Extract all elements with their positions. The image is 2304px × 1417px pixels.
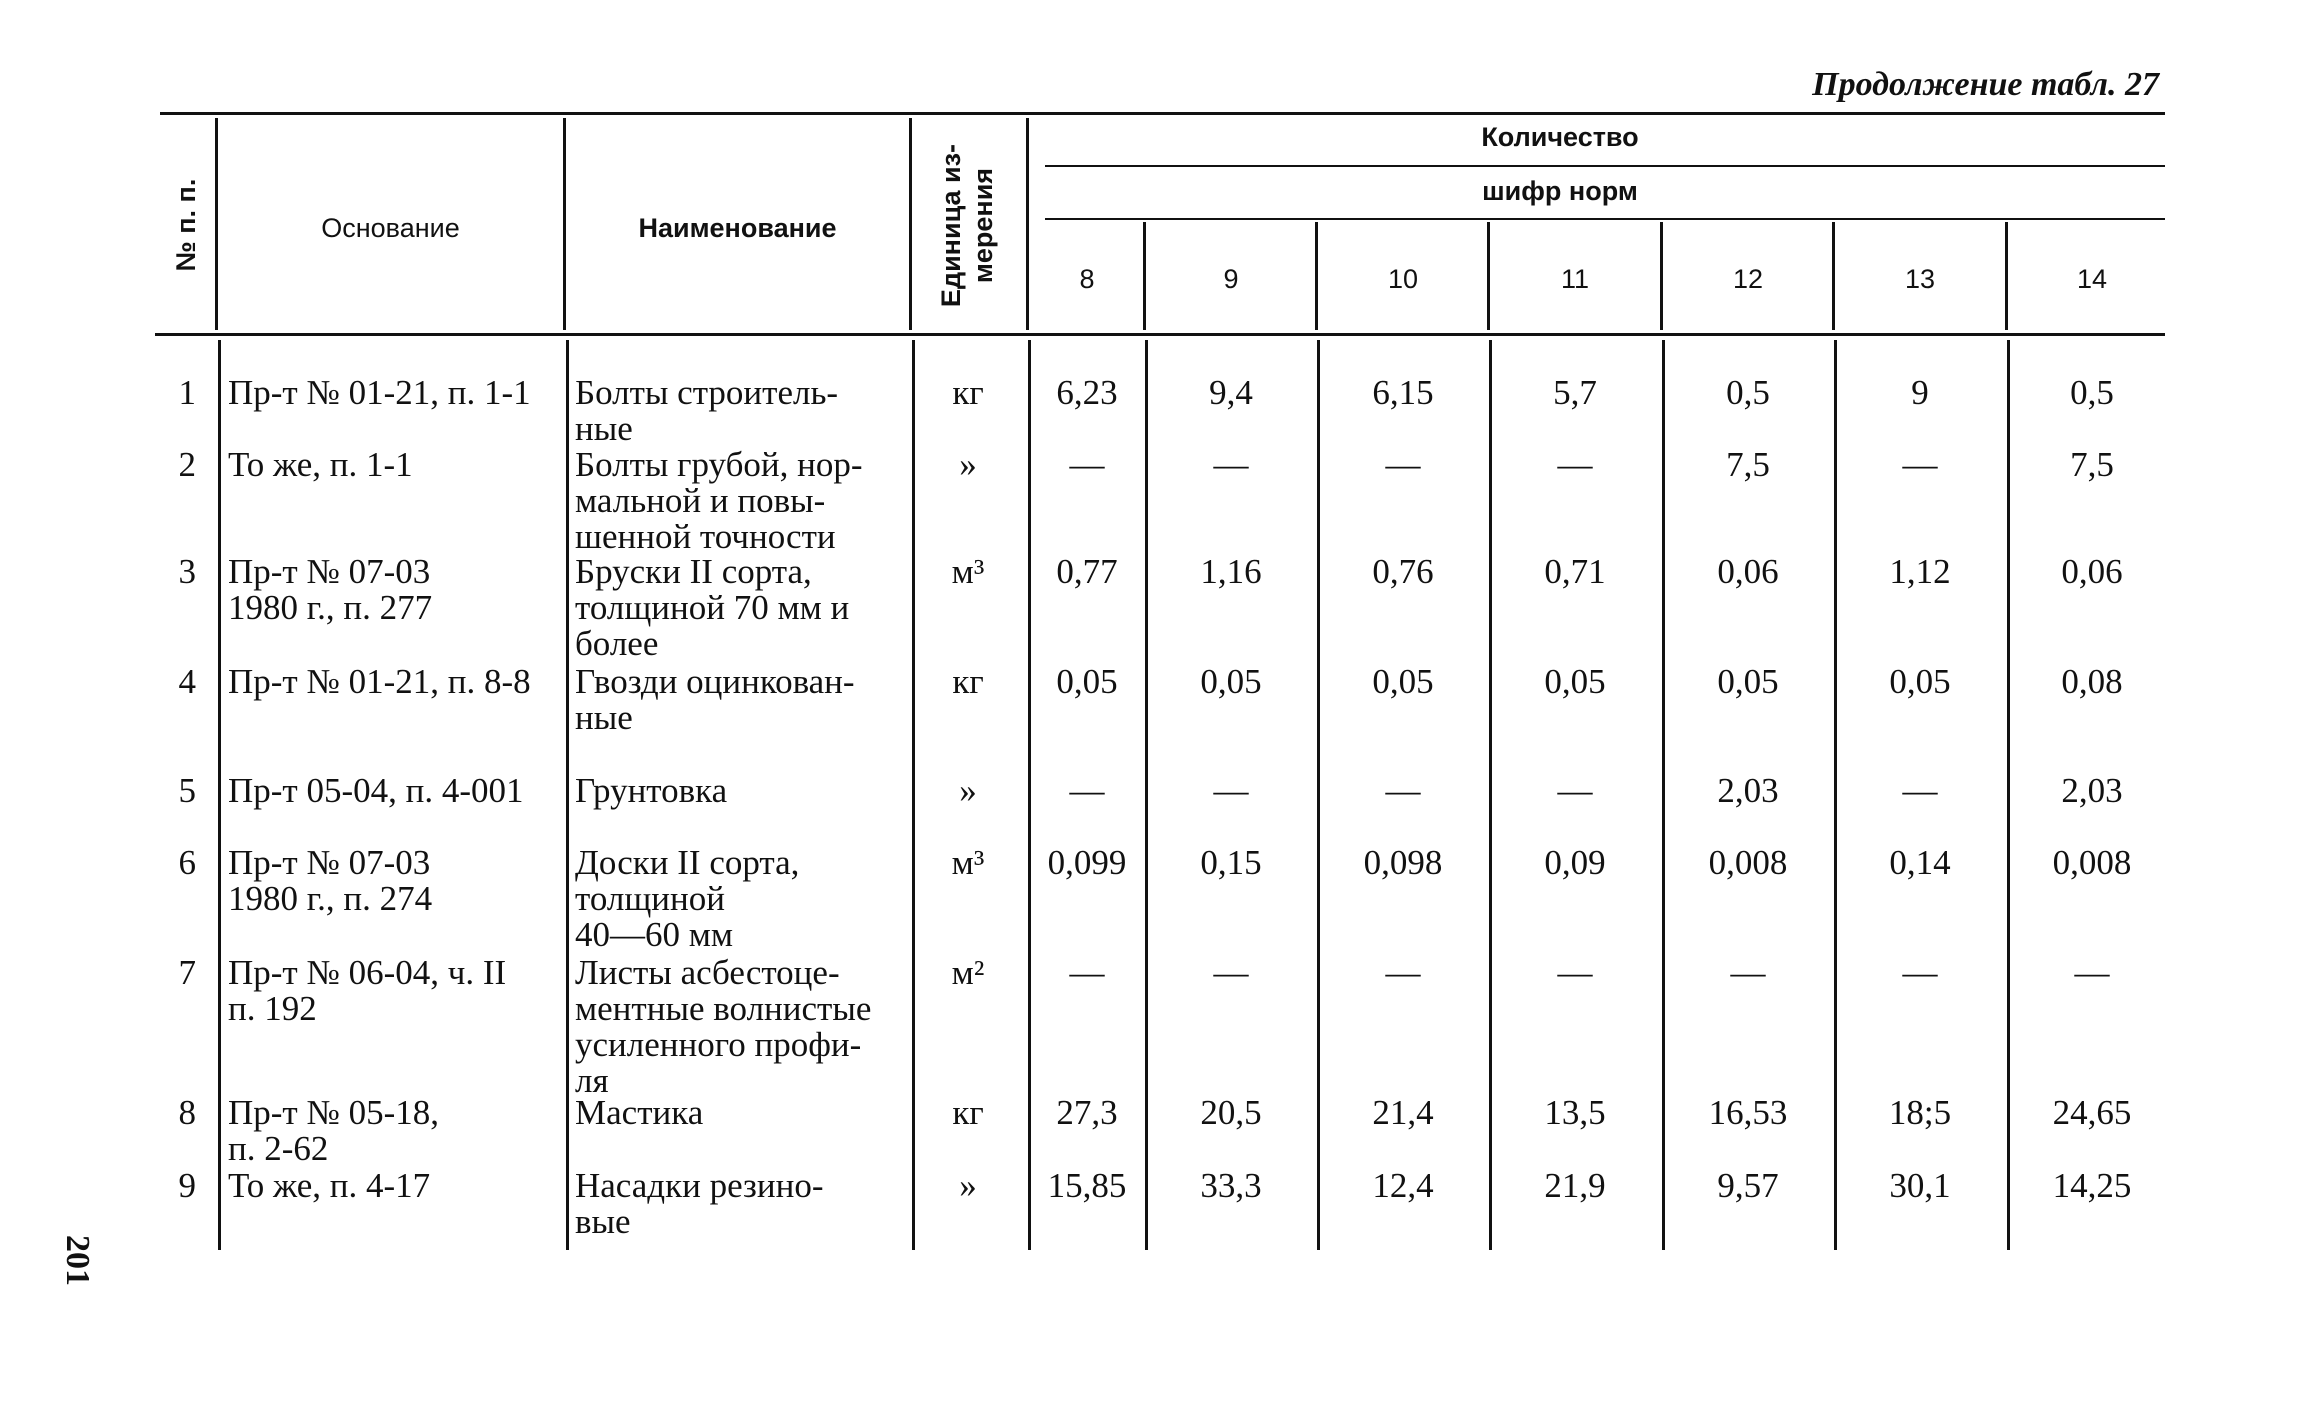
body-divider bbox=[1662, 340, 1665, 1250]
row-unit: м³ bbox=[951, 552, 985, 591]
row-number: 2 bbox=[178, 445, 196, 484]
header-norm: 10 bbox=[1387, 264, 1419, 294]
row-value: 0,77 bbox=[1056, 552, 1118, 591]
row-value: — bbox=[1902, 445, 1938, 484]
row-number: 5 bbox=[178, 771, 196, 810]
header-divider bbox=[909, 118, 912, 330]
header-norm: 13 bbox=[1904, 264, 1936, 294]
table-caption: Продолжение табл. 27 bbox=[1812, 66, 2159, 103]
row-unit: кг bbox=[952, 1093, 984, 1132]
row-basis: Пр-т № 07-03 1980 г., п. 274 bbox=[228, 843, 433, 918]
row-value: 0,5 bbox=[1726, 373, 1770, 412]
body-divider bbox=[1489, 340, 1492, 1250]
row-value: — bbox=[1385, 445, 1421, 484]
row-unit: кг bbox=[952, 373, 984, 412]
header-norm: 14 bbox=[2076, 264, 2108, 294]
row-value: 7,5 bbox=[1726, 445, 1770, 484]
row-name: Гвозди оцинкован- ные bbox=[575, 662, 855, 737]
row-value: — bbox=[1385, 771, 1421, 810]
row-basis: То же, п. 1-1 bbox=[228, 445, 413, 484]
header-divider bbox=[1832, 222, 1835, 330]
row-value: 15,85 bbox=[1047, 1166, 1127, 1205]
row-value: — bbox=[1213, 771, 1249, 810]
header-quantity: Количество bbox=[1481, 122, 1639, 152]
row-value: — bbox=[1069, 771, 1105, 810]
row-value: — bbox=[1902, 771, 1938, 810]
row-value: 0,05 bbox=[1544, 662, 1606, 701]
header-divider bbox=[1660, 222, 1663, 330]
row-value: 27,3 bbox=[1056, 1093, 1118, 1132]
row-value: 7,5 bbox=[2070, 445, 2114, 484]
row-value: 13,5 bbox=[1544, 1093, 1606, 1132]
row-value: 0,05 bbox=[1056, 662, 1118, 701]
header-norm: 11 bbox=[1560, 264, 1590, 294]
header-norm: 8 bbox=[1079, 264, 1095, 294]
row-basis: Пр-т 05-04, п. 4-001 bbox=[228, 771, 524, 810]
row-number: 8 bbox=[178, 1093, 196, 1132]
row-value: 0,14 bbox=[1889, 843, 1951, 882]
table-top-rule bbox=[160, 112, 2165, 115]
row-name: Болты грубой, нор- мальной и повы- шенной точности bbox=[575, 445, 863, 556]
row-value: 0,76 bbox=[1372, 552, 1434, 591]
quantity-underline bbox=[1045, 165, 2165, 167]
row-unit: » bbox=[959, 1166, 977, 1205]
row-number: 4 bbox=[178, 662, 196, 701]
page-number: 201 bbox=[59, 1235, 96, 1286]
row-name: Доски II сорта, толщиной 40—60 мм bbox=[575, 843, 800, 954]
row-number: 1 bbox=[178, 373, 196, 412]
row-value: 0,05 bbox=[1200, 662, 1262, 701]
row-value: 6,23 bbox=[1056, 373, 1118, 412]
row-value: 21,9 bbox=[1544, 1166, 1606, 1205]
row-value: 0,05 bbox=[1889, 662, 1951, 701]
row-value: 0,09 bbox=[1544, 843, 1606, 882]
row-basis: Пр-т № 07-03 1980 г., п. 277 bbox=[228, 552, 433, 627]
row-value: 0,5 bbox=[2070, 373, 2114, 412]
row-basis: Пр-т № 05-18, п. 2-62 bbox=[228, 1093, 440, 1168]
row-name: Болты строитель- ные bbox=[575, 373, 839, 448]
row-value: 0,06 bbox=[2061, 552, 2123, 591]
row-value: 0,008 bbox=[2052, 843, 2132, 882]
row-value: — bbox=[1069, 445, 1105, 484]
row-unit: кг bbox=[952, 662, 984, 701]
row-value: 20,5 bbox=[1200, 1093, 1262, 1132]
header-divider bbox=[1026, 118, 1029, 330]
row-value: 0,71 bbox=[1544, 552, 1606, 591]
header-basis: Основание bbox=[321, 213, 460, 243]
row-number: 7 bbox=[178, 953, 196, 992]
body-divider bbox=[1317, 340, 1320, 1250]
row-value: 9 bbox=[1911, 373, 1929, 412]
row-value: 0,15 bbox=[1200, 843, 1262, 882]
row-value: 0,05 bbox=[1372, 662, 1434, 701]
header-name: Наименование bbox=[638, 213, 837, 243]
row-value: 2,03 bbox=[2061, 771, 2123, 810]
row-value: 0,008 bbox=[1708, 843, 1788, 882]
row-name: Грунтовка bbox=[575, 771, 728, 810]
row-basis: Пр-т № 06-04, ч. II п. 192 bbox=[228, 953, 507, 1028]
row-number: 9 bbox=[178, 1166, 196, 1205]
row-unit: » bbox=[959, 771, 977, 810]
body-divider bbox=[912, 340, 915, 1250]
header-bottom-rule bbox=[155, 333, 2165, 336]
cipher-underline bbox=[1045, 218, 2165, 220]
row-value: — bbox=[1213, 953, 1249, 992]
row-value: 6,15 bbox=[1372, 373, 1434, 412]
row-unit: » bbox=[959, 445, 977, 484]
row-value: 9,4 bbox=[1209, 373, 1253, 412]
header-divider bbox=[1315, 222, 1318, 330]
header-norm: 9 bbox=[1223, 264, 1239, 294]
row-unit: м² bbox=[951, 953, 985, 992]
row-name: Мастика bbox=[575, 1093, 704, 1132]
row-value: 0,05 bbox=[1717, 662, 1779, 701]
row-value: — bbox=[1557, 771, 1593, 810]
row-value: — bbox=[1557, 445, 1593, 484]
header-cipher: шифр норм bbox=[1482, 176, 1638, 206]
row-value: 33,3 bbox=[1200, 1166, 1262, 1205]
row-value: 9,57 bbox=[1717, 1166, 1779, 1205]
header-divider bbox=[1487, 222, 1490, 330]
row-value: 18;5 bbox=[1888, 1093, 1952, 1132]
row-name: Насадки резино- вые bbox=[575, 1166, 824, 1241]
row-value: 5,7 bbox=[1553, 373, 1597, 412]
row-value: 2,03 bbox=[1717, 771, 1779, 810]
row-value: 30,1 bbox=[1889, 1166, 1951, 1205]
header-norm: 12 bbox=[1732, 264, 1764, 294]
row-value: — bbox=[1902, 953, 1938, 992]
row-basis: Пр-т № 01-21, п. 1-1 bbox=[228, 373, 531, 412]
row-value: 16,53 bbox=[1708, 1093, 1788, 1132]
row-value: — bbox=[1069, 953, 1105, 992]
row-value: — bbox=[1730, 953, 1766, 992]
row-value: 0,099 bbox=[1047, 843, 1127, 882]
row-value: — bbox=[2074, 953, 2110, 992]
row-value: 1,12 bbox=[1889, 552, 1951, 591]
row-unit: м³ bbox=[951, 843, 985, 882]
row-value: — bbox=[1557, 953, 1593, 992]
header-unit: Единица из- мерения bbox=[936, 143, 998, 308]
row-number: 6 bbox=[178, 843, 196, 882]
row-value: 1,16 bbox=[1200, 552, 1262, 591]
row-value: — bbox=[1213, 445, 1249, 484]
row-value: — bbox=[1385, 953, 1421, 992]
row-value: 14,25 bbox=[2052, 1166, 2132, 1205]
row-value: 21,4 bbox=[1372, 1093, 1434, 1132]
row-name: Листы асбестоце- ментные волнистые усиленного профи- ля bbox=[575, 953, 872, 1100]
row-number: 3 bbox=[178, 552, 196, 591]
body-divider bbox=[218, 340, 221, 1250]
row-basis: То же, п. 4-17 bbox=[228, 1166, 431, 1205]
header-divider bbox=[2005, 222, 2008, 330]
body-divider bbox=[1834, 340, 1837, 1250]
row-value: 12,4 bbox=[1372, 1166, 1434, 1205]
row-value: 0,08 bbox=[2061, 662, 2123, 701]
row-basis: Пр-т № 01-21, п. 8-8 bbox=[228, 662, 531, 701]
header-row-number: № п. п. bbox=[171, 178, 201, 272]
row-name: Бруски II сорта, толщиной 70 мм и более bbox=[575, 552, 850, 663]
row-value: 24,65 bbox=[2052, 1093, 2132, 1132]
row-value: 0,06 bbox=[1717, 552, 1779, 591]
row-value: 0,098 bbox=[1363, 843, 1443, 882]
body-divider bbox=[2007, 340, 2010, 1250]
